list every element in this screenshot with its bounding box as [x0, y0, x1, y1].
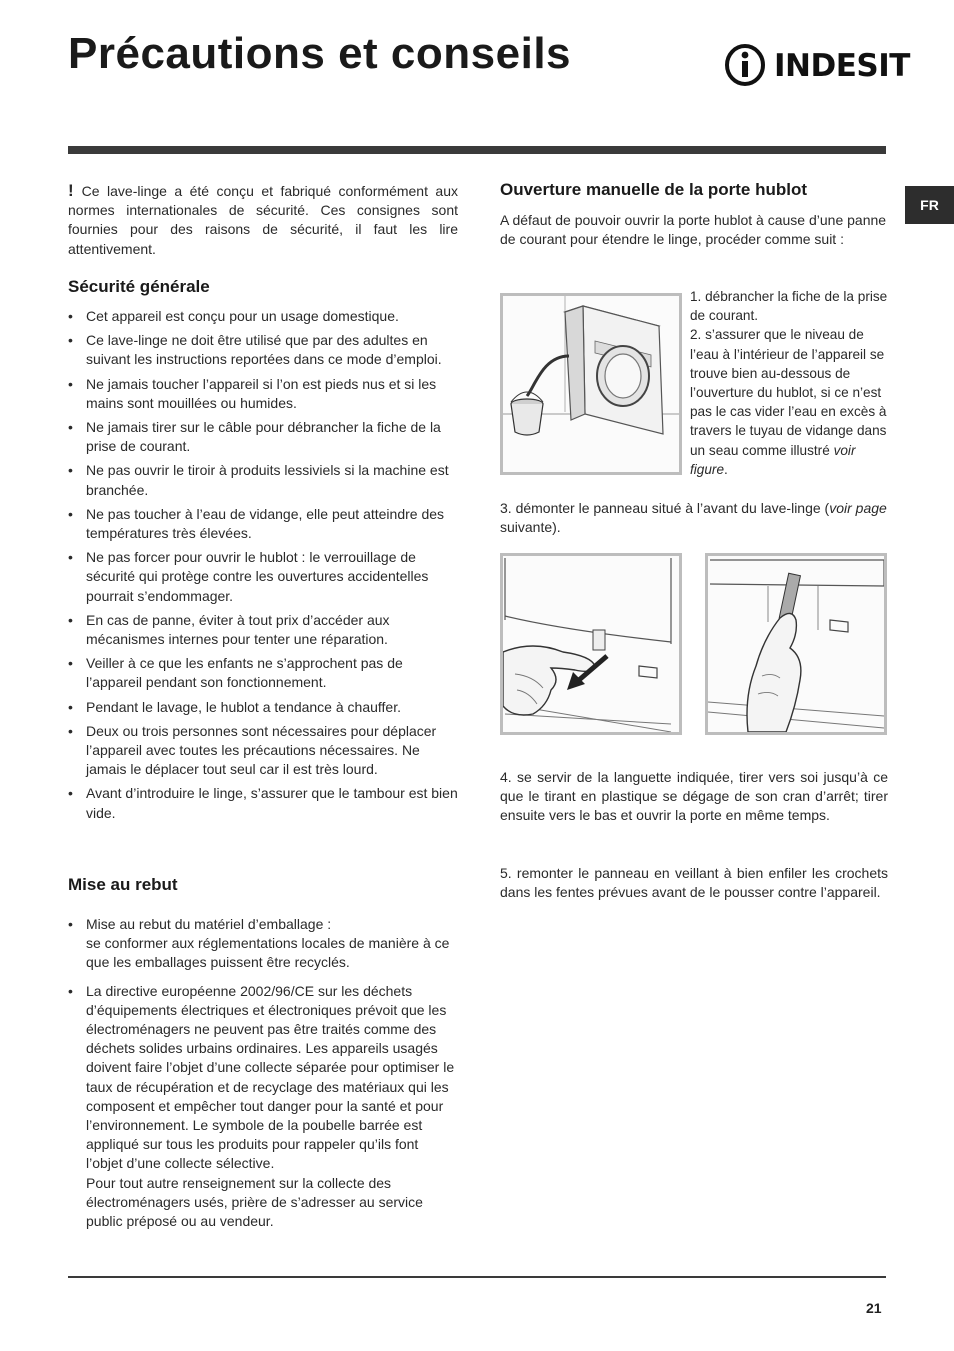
- panel-tab-figure: [500, 553, 682, 735]
- intro-paragraph: [68, 181, 458, 259]
- list-item: • Ne pas toucher à l’eau de vidange, elle peut atteindre des températures très élevées.: [68, 505, 458, 543]
- intro-block: [68, 181, 458, 259]
- washer-with-bucket-illustration: [503, 296, 679, 472]
- step-4-wrap: [500, 768, 888, 826]
- list-item: • Ne pas forcer pour ouvrir le hublot : le verrouillage de sécurité qui protège contre les ouvertures accidentelles pourrait s’endommager.: [68, 548, 458, 606]
- list-item: • En cas de panne, éviter à tout prix d’accéder aux mécanismes internes pour tenter une réparation.: [68, 611, 458, 649]
- step-5: 5. remonter le panneau en veillant à bien enfiler les crochets dans les fentes prévues avant de le pousser contre l’appareil.: [500, 865, 888, 901]
- list-item: • Ne pas ouvrir le tiroir à produits lessiviels si la machine est branchée.: [68, 461, 458, 499]
- manual-opening-intro-wrap: [500, 211, 888, 249]
- disposal-list-wrap: [68, 915, 458, 1236]
- list-item: • Avant d’introduire le linge, s’assurer que le tambour est bien vide.: [68, 784, 458, 822]
- general-safety-list-wrap: [68, 307, 458, 828]
- disposal-item-extra: Pour tout autre renseignement sur la collecte des électroménagers usés, prière de s’adresser au service public préposé ou au vendeur.: [86, 1174, 423, 1230]
- manual-opening-intro: A défaut de pouvoir ouvrir la porte hublot à cause d’une panne de courant pour étendre le linge, procéder comme suit :: [500, 212, 887, 248]
- list-item: • Ne jamais toucher l’appareil si l’on est pieds nus et si les mains sont mouillées ou humides.: [68, 375, 458, 413]
- list-item: • Deux ou trois personnes sont nécessaires pour déplacer l’appareil avec toutes les précautions nécessaires. Ne jamais le déplacer tout seul car il est très lourd.: [68, 722, 458, 780]
- disposal-list: [68, 915, 458, 1231]
- indesit-logo-icon: [724, 44, 770, 86]
- page-title: Précautions et conseils: [68, 29, 572, 78]
- list-item: [68, 982, 458, 1232]
- step-1: 1. débrancher la fiche de la prise de courant.: [690, 289, 888, 324]
- brand-logo: [724, 44, 910, 86]
- step-5-wrap: [500, 864, 888, 902]
- steps-1-2: [690, 287, 888, 479]
- language-tab: FR: [905, 186, 954, 224]
- list-item: • Cet appareil est conçu pour un usage domestique.: [68, 307, 458, 326]
- washer-drain-figure: [500, 293, 682, 475]
- step-4: 4. se servir de la languette indiquée, tirer vers soi jusqu’à ce que le tirant en plastique se dégage de son cran d’arrêt; tirer ensuite vers le bas et ouvrir la porte en même temps.: [500, 769, 888, 824]
- list-item: • Pendant le lavage, le hublot a tendance à chauffer.: [68, 698, 458, 717]
- disposal-item-body: se conformer aux réglementations locales de manière à ce que les emballages puissent être recyclés.: [86, 935, 450, 971]
- disposal-heading: Mise au rebut: [68, 875, 178, 894]
- footer-rule: [68, 1276, 886, 1278]
- disposal-item-body: • La directive européenne 2002/96/CE sur les déchets d’équipements électriques et électroniques prévoit que les électroménagers ne peuvent pas être traités comme des déchets solides urbains ordinaires. Les appareils usagés doivent faire l’objet d’une collecte séparée pour optimiser le taux de récupération et de recyclage des matériaux qui les composent et empêcher tout danger pour la santé et pour l’environnement. Le symbole de la poubelle barrée est appliqué sur tous les produits pour rappeler qu’ils font l’objet d’une collecte sélective.: [86, 982, 455, 1172]
- step-3: 3. démonter le panneau situé à l’avant du lave-linge (voir page suivante).: [500, 500, 887, 536]
- intro-text: Ce lave-linge a été conçu et fabriqué conformément aux normes internationales de sécurité. Ces consignes sont fournies pour des raisons de sécurité, il faut les lire attentivement.: [68, 183, 458, 257]
- step-2: 2. s’assurer que le niveau de l’eau à l’intérieur de l’appareil se trouve bien au-dessous de l’ouverture du hublot, si ce n’est pas le cas vider l’eau en excès à travers le tuyau de vidange dans un seau comme illustré voir figure.: [690, 327, 887, 477]
- step-3-wrap: [500, 499, 888, 537]
- manual-opening-heading: Ouverture manuelle de la porte hublot: [500, 180, 807, 199]
- list-item: [68, 915, 458, 973]
- hand-pulling-tab-illustration: [708, 556, 884, 732]
- warning-mark: !: [68, 181, 74, 200]
- page-number: 21: [866, 1300, 882, 1316]
- finger-pushing-tab-illustration: [503, 556, 679, 732]
- list-item: • Veiller à ce que les enfants ne s’approchent pas de l’appareil pendant son fonctionnement.: [68, 654, 458, 692]
- list-item: • Ce lave-linge ne doit être utilisé que par des adultes en suivant les instructions reportées dans ce mode d’emploi.: [68, 331, 458, 369]
- pull-tab-figure: [705, 553, 887, 735]
- general-safety-heading: Sécurité générale: [68, 277, 210, 296]
- general-safety-list: [68, 307, 458, 823]
- header-rule: [68, 146, 886, 154]
- list-item: • Ne jamais tirer sur le câble pour débrancher la fiche de la prise de courant.: [68, 418, 458, 456]
- brand-name: INDESIT: [774, 48, 910, 84]
- disposal-item-lead: • Mise au rebut du matériel d’emballage :: [86, 916, 332, 932]
